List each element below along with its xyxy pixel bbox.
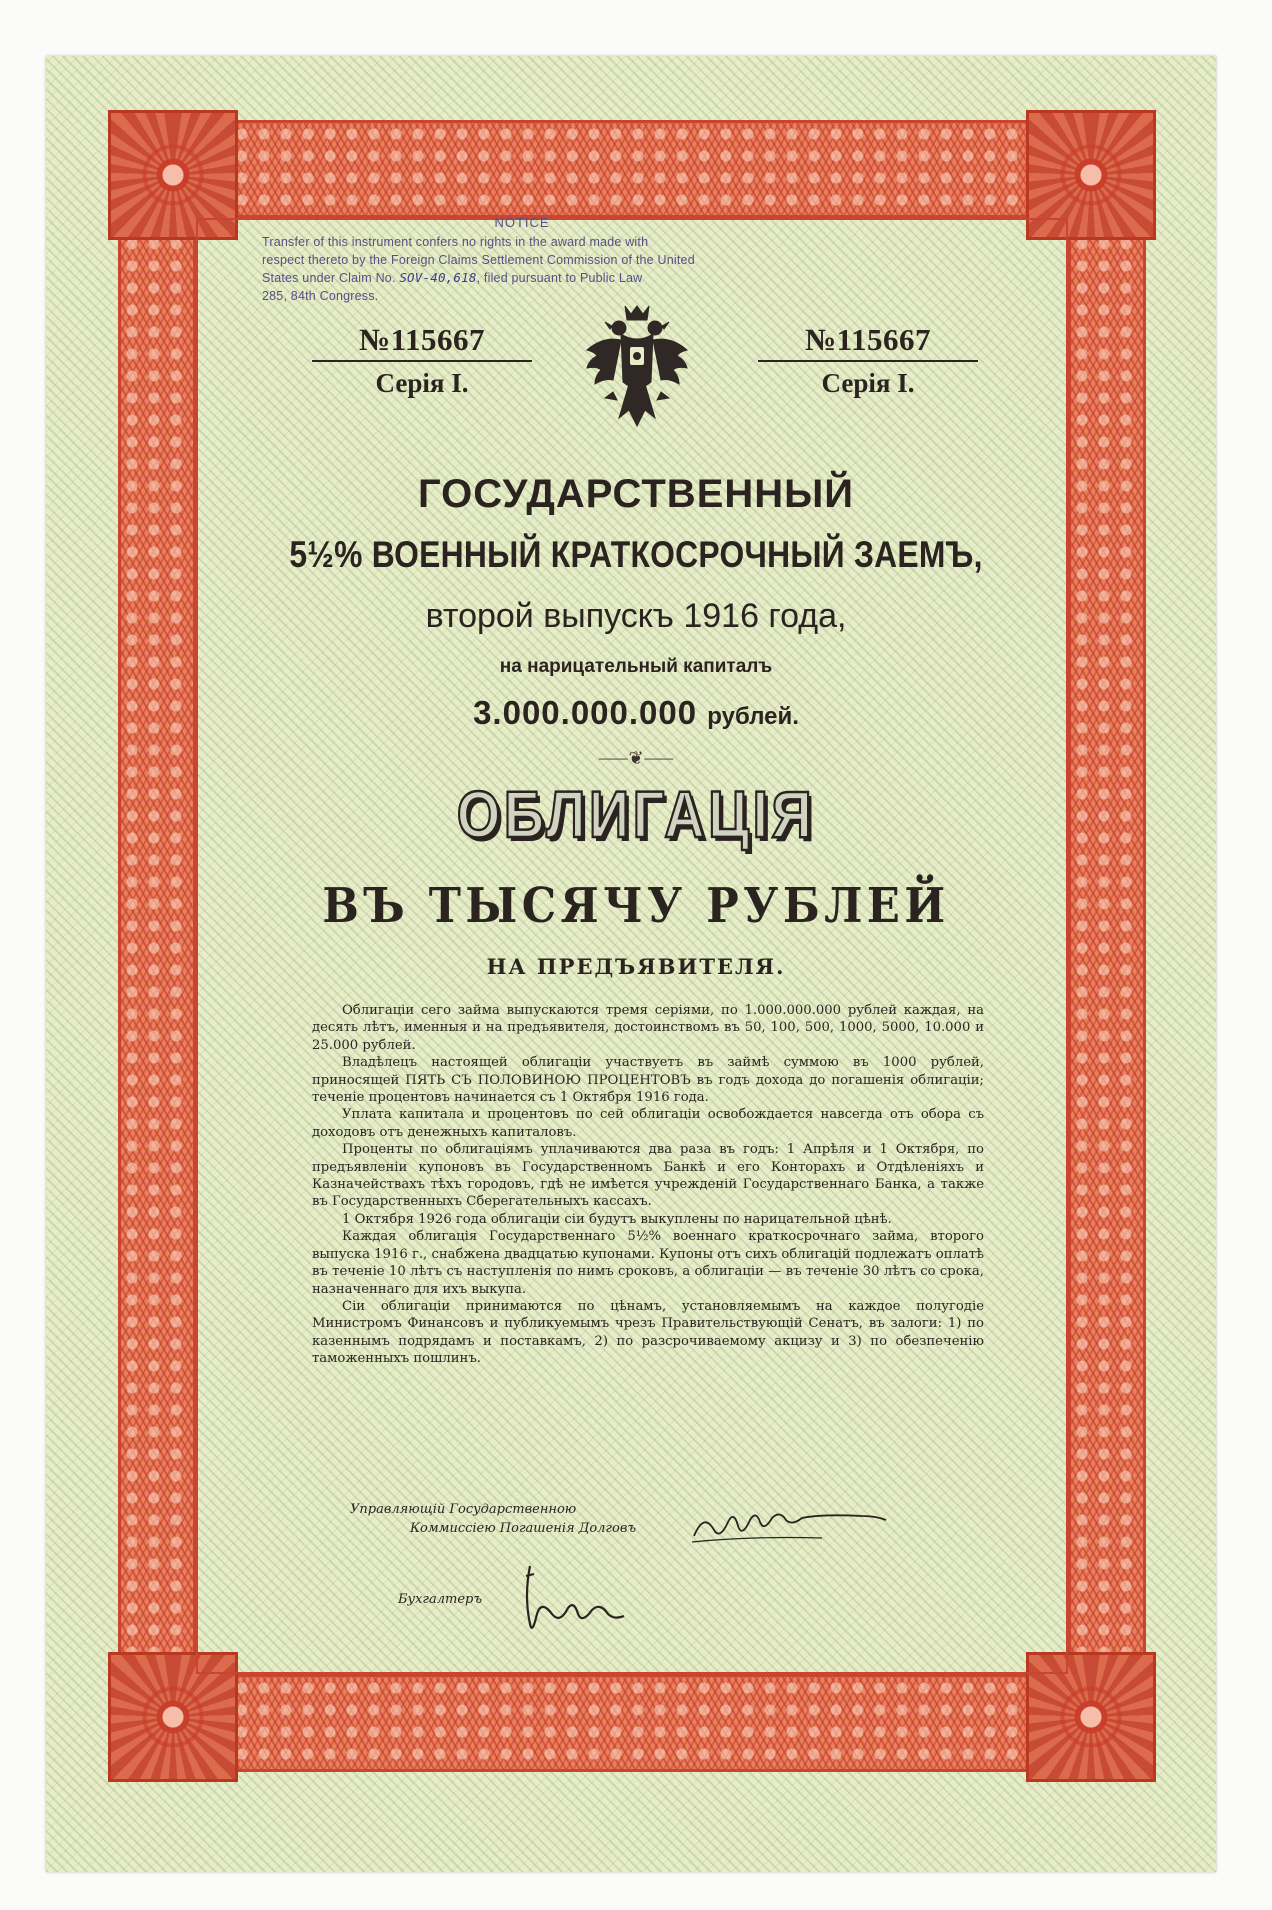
terms-paragraph: Владѣлецъ настоящей облигаціи участвуетъ въ займѣ суммою въ 1000 рублей, приносящей ПЯТЬ СЪ ПОЛОВИНОЮ ПРОЦЕНТОВЪ въ годъ дохода до погашенія облигаціи; теченіе процентовъ начинается съ 1 Октября 1916 года. <box>312 1055 984 1106</box>
manager-signature-caption <box>350 1500 710 1538</box>
terms-paragraph: 1 Октября 1926 года облигаціи сіи будутъ выкуплены по нарицательной цѣнѣ. <box>342 1211 892 1227</box>
series-label-left: Серія I. <box>375 368 469 398</box>
notice-line-4: 285, 84th Congress. <box>262 289 379 303</box>
notice-line-1: Transfer of this instrument confers no rights in the award made with <box>262 235 649 249</box>
notice-line-2: respect thereto by the Foreign Claims Settlement Commission of the United <box>262 253 695 267</box>
terms-paragraph: Проценты по облигаціямъ уплачиваются два раза въ годъ: 1 Апрѣля и 1 Октября, по предъявленіи купоновъ въ Государственномъ Банкѣ и его Конторахъ и Отдѣленіяхъ и Казначействахъ тѣхъ городовъ, гдѣ не имѣется учрежденій Государственнаго Банка, а также въ Государственныхъ Сберегательныхъ кассахъ. <box>312 1142 984 1210</box>
divider-ornament: ⸺❦⸺ <box>598 748 674 768</box>
bearer-line: НА ПРЕДЪЯВИТЕЛЯ. <box>486 954 786 979</box>
serial-number-right: №115667 <box>758 322 978 362</box>
notice-title: NOTICE <box>494 215 550 230</box>
terms-paragraph: Облигаціи сего займа выпускаются тремя серіями, по 1.000.000.000 рублей каждая, на десять лѣтъ, именныя и на предъявителя, достоинствомъ въ 50, 100, 500, 1000, 5000, 10.000 и 25.000 рублей. <box>312 1003 984 1053</box>
notice-line-3-pre: States under Claim No. <box>262 271 396 285</box>
double-headed-eagle-icon <box>585 302 689 434</box>
border-bottom <box>118 1674 1146 1772</box>
capital-amount-line <box>196 694 1076 732</box>
border-left <box>118 120 196 1772</box>
terms-paragraph: Каждая облигація Государственнаго 5½% военнаго краткосрочнаго займа, второго выпуска 1916 г., снабжена двадцатью купонами. Купоны отъ сихъ облигацій подлежатъ оплатѣ въ теченіе 10 лѣтъ съ наступленія по нимъ сроковъ, а облигаціи — въ теченіе 30 лѣтъ со срока, назначеннаго для ихъ выкупа. <box>312 1229 984 1297</box>
serial-block-left <box>312 322 532 399</box>
border-right <box>1068 120 1146 1772</box>
accountant-signature-icon <box>516 1556 656 1646</box>
capital-unit: рублей. <box>707 703 799 730</box>
denomination: ВЪ ТЫСЯЧУ РУБЛЕЙ <box>322 878 950 934</box>
manager-signature-icon <box>688 1506 928 1546</box>
border-top <box>118 120 1146 218</box>
terms-paragraph: Уплата капитала и процентовъ по сей облигаціи освобождается навсегда отъ обора съ доходовъ отъ денежныхъ капиталовъ. <box>312 1107 984 1140</box>
heading-issue: второй выпускъ 1916 года, <box>425 597 847 635</box>
serial-block-right <box>758 322 978 399</box>
serial-number-left: №115667 <box>312 322 532 362</box>
accountant-label: Бухгалтеръ <box>398 1592 483 1607</box>
notice-stamp <box>262 214 782 305</box>
manager-title-line-2: Коммиссіею Погашенія Долговъ <box>410 1521 637 1536</box>
manager-title-line-1: Управляющій Государственною <box>350 1502 577 1517</box>
document-title: ОБЛИГАЦІЯ <box>456 777 816 851</box>
terms-paragraph: Сіи облигаціи принимаются по цѣнамъ, установляемымъ на каждое полугодіе Министромъ Финансовъ и публикуемымъ чрезъ Правительствующій Сенатъ, въ залоги: 1) по казеннымъ подрядамъ и поставкамъ, 2) по разсрочиваемому акцизу и 3) по обезпеченію таможенныхъ пошлинъ. <box>312 1298 984 1367</box>
heading-loan: 5½% ВОЕННЫЙ КРАТКОСРОЧНЫЙ ЗАЕМЪ, <box>289 534 983 575</box>
series-label-right: Серія I. <box>821 368 915 398</box>
heading-state: ГОСУДАРСТВЕННЫЙ <box>417 472 855 516</box>
inner-frame-line <box>196 218 1068 1674</box>
notice-line-3-post: , filed pursuant to Public Law <box>476 271 643 285</box>
terms-text <box>312 1002 984 1368</box>
claim-number: SOV-40,618 <box>399 270 477 285</box>
capital-amount: 3.000.000.000 <box>473 694 698 731</box>
capital-label: на нарицательный капиталъ <box>499 656 773 677</box>
